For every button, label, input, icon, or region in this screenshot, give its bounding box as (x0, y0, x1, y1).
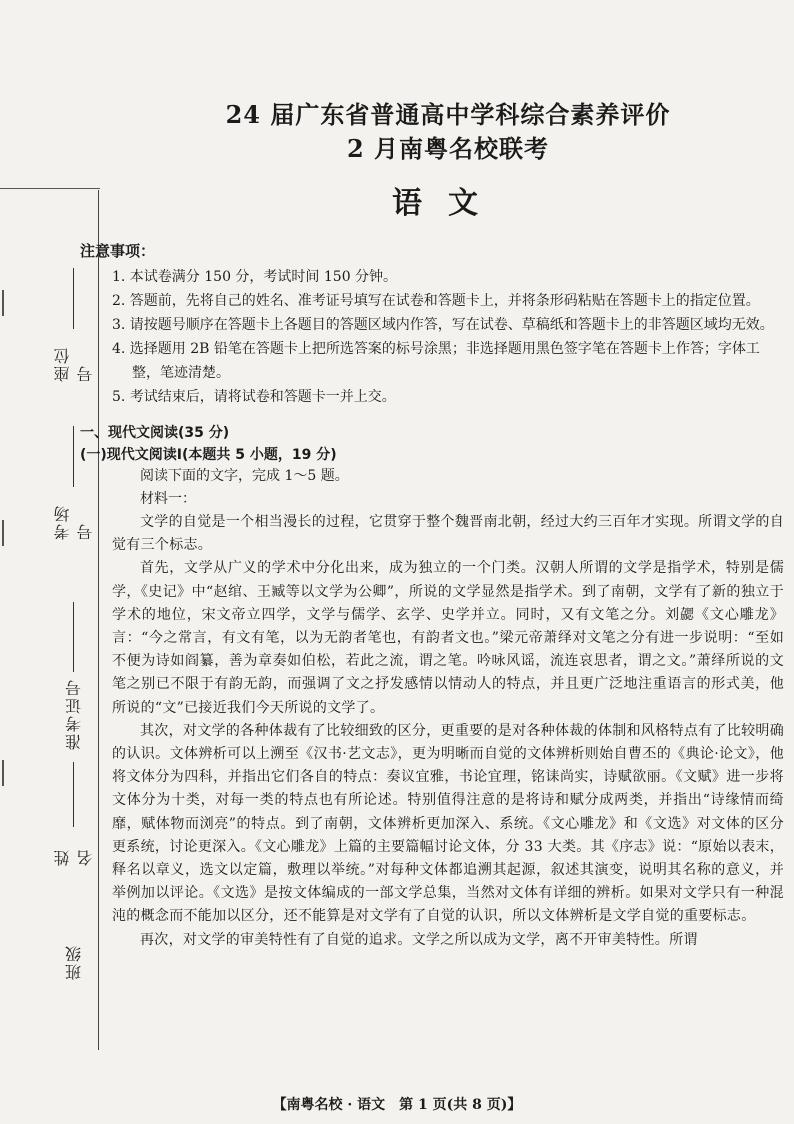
article-paragraph: 其次，对文学的各种体裁有了比较细致的区分，更重要的是对各种体裁的体制和风格特点有了比较明确的认识。文体辨析可以上溯至《汉书·艺文志》，更为明晰而自觉的文体辨析则始自曹丕的《典论·论文》，他将文体分为四科，并指出它们各自的特点：奏议宜雅，书论宜理，铭诔尚实，诗赋欲丽。《文赋》进一步将文体分为十类，对每一类的特点也有所论述。特别值得注意的是将诗和赋分成两类，并指出“诗缘情而绮靡，赋体物而浏亮”的特点。到了南朝，文体辨析更加深入、系统。《文心雕龙》和《文选》对文体的区分更系统，讨论更深入。《文心雕龙》上篇的主要篇幅讨论文体，分 33 大类。其《序志》说：“原始以表末，释名以章义，选文以定篇，敷理以举统。”对每种文体都追溯其起源，叙述其演变，说明其名称的意义，并举例加以评论。《文选》是按文体编成的一部文学总集，当然对文体有详细的辨析。如果对文学只有一种混沌的概念而不能加以区分，还不能算是对文学有了自觉的认识，所以文体辨析是文学自觉的重要标志。 (112, 722, 784, 925)
edge-mark (2, 520, 14, 546)
reading-instruction: 阅读下面的文字，完成 1～5 题。 (140, 468, 349, 484)
notice-heading: 注意事项： (80, 242, 156, 260)
article-paragraph: 再次，对文学的审美特性有了自觉的追求。文学之所以成为文学，离不开审美特性。所谓 (140, 931, 698, 948)
class-field[interactable] (56, 900, 92, 980)
exam-title-line1: 24 届广东省普通高中学科综合素养评价 (225, 100, 671, 129)
exam-page (80, 98, 784, 952)
section-heading: 一、现代文阅读(35 分) (80, 425, 230, 441)
binding-top-rule (0, 188, 100, 189)
ticket-number-line (74, 602, 75, 672)
edge-mark (2, 760, 14, 786)
edge-mark (2, 290, 14, 316)
binding-line (98, 190, 99, 1050)
notice-item: 5. 考试结束后，请将试卷和答题卡一并上交。 (112, 389, 396, 405)
class-label: 班级 (64, 944, 84, 980)
page-footer: 【南粤名校 · 语文 第 1 页(共 8 页)】 (272, 1097, 522, 1113)
seat-number-field[interactable] (53, 262, 95, 382)
name-line (74, 762, 75, 827)
seat-number-label: 座位号 (53, 346, 95, 382)
notice-list (112, 265, 784, 409)
notice-item: 3. 请按题号顺序在答题卡上各题目的答题区域内作答，写在试卷、草稿纸和答题卡上的非答题区域均无效。 (112, 317, 774, 333)
exam-room-line (74, 426, 75, 487)
name-field[interactable] (53, 756, 95, 866)
material-label: 材料一： (140, 491, 196, 507)
seat-number-line (74, 268, 75, 329)
binding-strip (0, 0, 100, 1124)
ticket-number-label: 准考证号 (64, 678, 84, 750)
article-paragraph: 文学的自觉是一个相当漫长的过程，它贯穿于整个魏晋南北朝，经过大约三百年才实现。所谓文学的自觉有三个标志。 (112, 514, 784, 554)
subject-title: 语文 (392, 186, 504, 221)
ticket-number-field[interactable] (56, 590, 92, 750)
exam-title-line2: 2 月南粤名校联考 (346, 134, 550, 163)
name-label: 姓名 (53, 848, 95, 866)
notice-item: 2. 答题前，先将自己的姓名、准考证号填写在试卷和答题卡上，并将条形码粘贴在答题卡上的指定位置。 (112, 293, 760, 309)
notice-item: 1. 本试卷满分 150 分，考试时间 150 分钟。 (112, 269, 398, 285)
subsection-heading: (一)现代文阅读Ⅰ(本题共 5 小题，19 分) (80, 447, 337, 463)
exam-room-label: 考场号 (53, 504, 95, 540)
notice-item: 4. 选择题用 2B 铅笔在答题卡上把所选答案的标号涂黑；非选择题用黑色签字笔在答题卡上作答；字体工整，笔迹清楚。 (112, 341, 760, 381)
article-paragraph: 首先，文学从广义的学术中分化出来，成为独立的一个门类。汉朝人所谓的文学是指学术，特别是儒学，《史记》中“赵绾、王臧等以文学为公卿”，所说的文学显然是指学术。到了南朝，文学有了新的独立于学术的地位，宋文帝立四学，文学与儒学、玄学、史学并立。同时，又有文笔之分。刘勰《文心雕龙》言：“今之常言，有文有笔，以为无韵者笔也，有韵者文也。”梁元帝萧绎对文笔之分有进一步说明：“至如不便为诗如阎纂，善为章奏如伯松，若此之流，谓之笔。吟咏风谣，流连哀思者，谓之文。”萧绎所说的文笔之别已不限于有韵无韵，而强调了文之抒发感情以情动人的特点，并且更广泛地注重语言的形式美，他所说的“文”已接近我们今天所说的文学了。 (112, 560, 784, 716)
